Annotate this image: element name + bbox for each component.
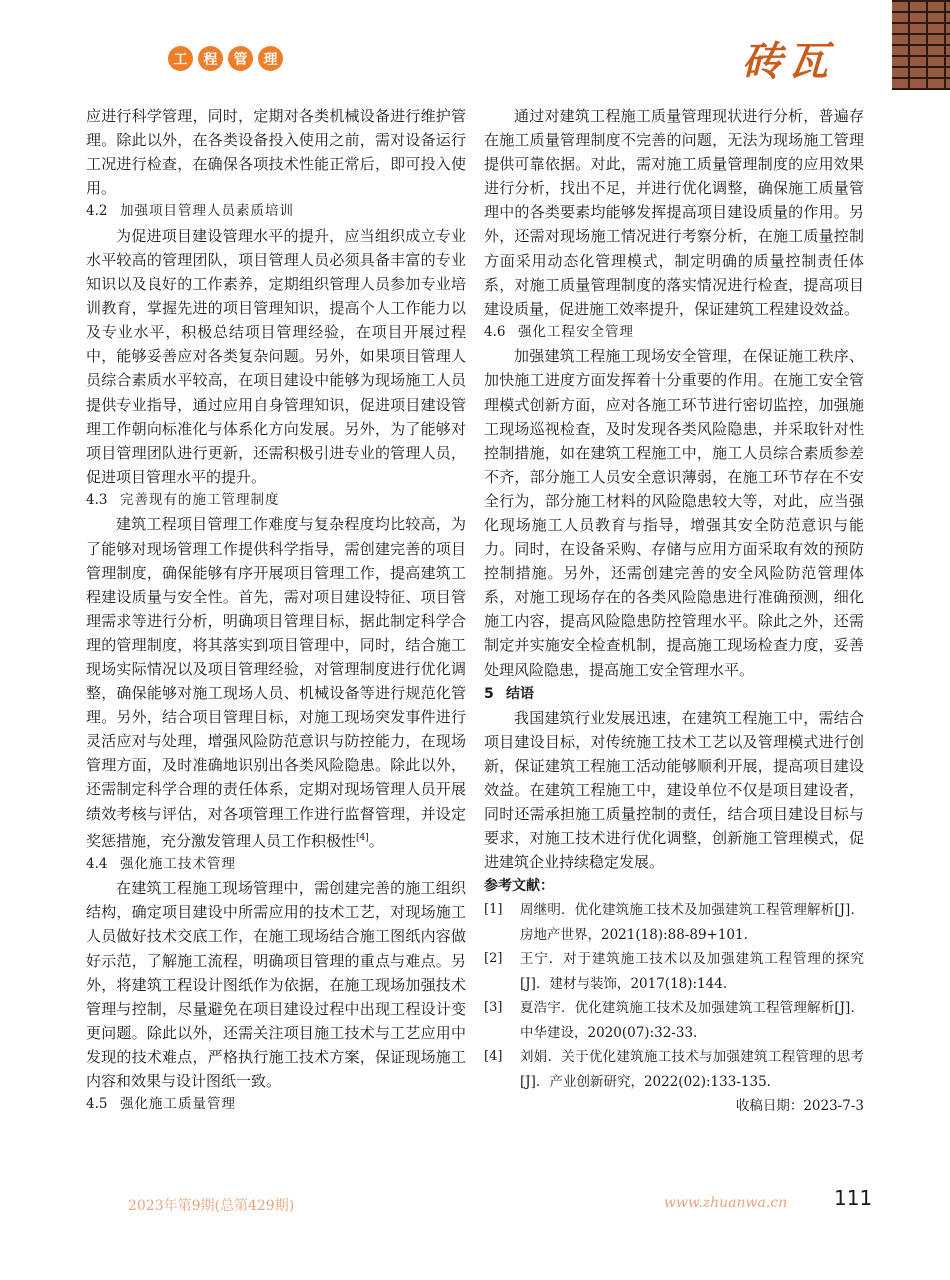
reference-number: [4] <box>484 1049 503 1065</box>
section-title: 强化施工技术管理 <box>120 855 236 872</box>
paragraph-4-3 <box>86 512 466 852</box>
right-column <box>484 104 864 1118</box>
reference-item <box>484 898 864 947</box>
reference-text: 周继明．优化建筑施工技术及加强建筑工程管理解析[J]．房地产世界，2021(18):88-89+101. <box>520 902 864 943</box>
paragraph-4-4: 在建筑工程施工现场管理中，需创建完善的施工组织结构，确定项目建设中所需应用的技术工艺，对现场施工人员做好技术交底工作，在施工现场结合施工图纸内容做好示范，了解施工流程，明确项目管理的重点与难点。另外，将建筑工程设计图纸作为依据，在施工现场加强技术管理与控制，尽量避免在项目建设过程中出现工程设计变更问题。除此以外，还需关注项目施工技术与工艺应用中发现的技术难点，严格执行施工技术方案，保证现场施工内容和效果与设计图纸一致。 <box>86 879 466 1090</box>
section-badge: 管 <box>228 46 253 71</box>
reference-text: 刘娟．关于优化建筑施工技术与加强建筑工程管理的思考[J]．产业创新研究，2022(02):133-135. <box>520 1049 864 1090</box>
brick-wall-image <box>892 0 950 90</box>
left-column <box>86 104 466 1117</box>
section-heading-5 <box>484 682 864 706</box>
reference-text: 夏浩宇．优化建筑施工技术及加强建筑工程管理解析[J]．中华建设，2020(07):32-33. <box>520 1000 864 1041</box>
journal-brand-logo: 砖瓦 <box>742 38 834 85</box>
section-number: 4.2 <box>86 203 108 220</box>
paragraph-text: 建筑工程项目管理工作难度与复杂程度均比较高，为了能够对现场管理工作提供科学指导，需创建完善的项目管理制度，确保能够有序开展项目管理工作，提高建筑工程建设质量与安全性。首先，需对项目建设特征、项目管理需求等进行分析，明确项目管理目标，据此制定科学合理的管理制度，将其落实到项目管理中，同时，结合施工现场实际情况以及项目管理经验，对管理制度进行优化调整，确保能够对施工现场人员、机械设备等进行规范化管理。另外，结合项目管理目标，对施工现场突发事件进行灵活应对与处理，增强风险防范意识与防控能力，在现场管理方面，及时准确地识别出各类风险隐患。除此以外，还需制定科学合理的责任体系，定期对现场管理人员开展绩效考核与评估，对各项管理工作进行监督管理，并设定奖惩措施，充分激发管理人员工作积极性 <box>86 515 466 850</box>
citation-marker: [4] <box>356 832 369 843</box>
section-number: 5 <box>484 685 494 702</box>
section-number: 4.4 <box>86 855 108 872</box>
section-badge: 理 <box>258 46 283 71</box>
issue-info: 2023年第9期(总第429期) <box>128 1198 295 1214</box>
received-date: 收稿日期：2023-7-3 <box>735 1098 864 1115</box>
section-heading-4-6 <box>484 321 864 345</box>
reference-text: 王宁．对于建筑施工技术以及加强建筑工程管理的探究[J]．建材与装饰，2017(18):144. <box>520 951 864 992</box>
reference-number: [1] <box>484 902 503 918</box>
reference-item <box>484 1045 864 1094</box>
paragraph-end: 。 <box>368 831 384 850</box>
paragraph-5: 我国建筑行业发展迅速，在建筑工程施工中，需结合项目建设目标，对传统施工技术工艺以及管理模式进行创新，保证建筑工程施工活动能够顺利开展，提高项目建设效益。在建筑工程施工中，建设单位不仅是项目建设者，同时还需承担施工质量控制的责任，结合项目建设目标与要求，对施工技术进行优化调整，创新施工管理模式，促进建筑企业持续稳定发展。 <box>484 708 864 872</box>
section-title: 结语 <box>506 685 534 702</box>
section-number: 4.6 <box>484 323 506 340</box>
paragraph-4-6: 加强建筑工程施工现场安全管理，在保证施工秩序、加快施工进度方面发挥着十分重要的作用。在施工安全管理模式创新方面，应对各施工环节进行密切监控，加强施工现场巡视检查，及时发现各类风险隐患，并采取针对性控制措施，如在建筑工程施工中，施工人员综合素质参差不齐，部分施工人员安全意识薄弱，在施工环节存在不安全行为，部分施工材料的风险隐患较大等，对此，应当强化现场施工人员教育与指导，增强其安全防范意识与能力。同时，在设备采购、存储与应用方面采取有效的预防控制措施。另外，还需创建完善的安全风险防范管理体系，对施工现场存在的各类风险隐患进行准确预测，细化施工内容，提高风险隐患防控管理水平。除此之外，还需制定并实施安全检查机制，提高施工现场检查力度，妥善处理风险隐患，提高施工安全管理水平。 <box>484 347 864 679</box>
section-title: 强化施工质量管理 <box>120 1096 236 1113</box>
reference-number: [3] <box>484 1000 503 1016</box>
section-title: 加强项目管理人员素质培训 <box>120 203 294 220</box>
website-url: www.zhuanwa.cn <box>664 1195 788 1211</box>
page-number: 111 <box>834 1186 873 1210</box>
reference-item <box>484 996 864 1045</box>
section-number: 4.3 <box>86 491 108 508</box>
section-title: 完善现有的施工管理制度 <box>120 491 280 508</box>
section-heading-4-2 <box>86 200 466 224</box>
references-title: 参考文献： <box>484 878 554 895</box>
section-title: 强化工程安全管理 <box>518 323 634 340</box>
section-heading-4-4 <box>86 853 466 877</box>
paragraph-intro: 应进行科学管理，同时，定期对各类机械设备进行维护管理。除此以外，在各类设备投入使用之前，需对设备运行工况进行检查，在确保各项技术性能正常后，即可投入使用。 <box>86 107 466 198</box>
section-badge: 程 <box>198 46 223 71</box>
section-badge: 工 <box>168 46 193 71</box>
reference-item <box>484 947 864 996</box>
section-heading-4-5 <box>86 1093 466 1117</box>
section-heading-4-3 <box>86 489 466 513</box>
paragraph-4-2: 为促进项目建设管理水平的提升，应当组织成立专业水平较高的管理团队，项目管理人员必须具备丰富的专业知识以及良好的工作素养，定期组织管理人员参加专业培训教育，掌握先进的项目管理知识，提高个人工作能力以及专业水平，积极总结项目管理经验，在项目开展过程中，能够妥善应对各类复杂问题。另外，如果项目管理人员综合素质水平较高，在项目建设中能够为现场施工人员提供专业指导，通过应用自身管理知识，促进项目建设管理工作朝向标准化与体系化方向发展。另外，为了能够对项目管理团队进行更新，还需积极引进专业的管理人员，促进项目管理水平的提升。 <box>86 226 466 486</box>
paragraph-4-5: 通过对建筑工程施工质量管理现状进行分析，普遍存在施工质量管理制度不完善的问题，无法为现场施工管理提供可靠依据。对此，需对施工质量管理制度的应用效果进行分析，找出不足，并进行优化调整，确保施工质量管理中的各类要素均能够发挥提高项目建设质量的作用。另外，还需对现场施工情况进行考察分析，在施工质量控制方面采用动态化管理模式，制定明确的质量控制责任体系，对施工质量管理制度的落实情况进行检查，提高项目建设质量，促进施工效率提升，保证建筑工程建设效益。 <box>484 107 864 318</box>
section-number: 4.5 <box>86 1096 108 1113</box>
reference-number: [2] <box>484 951 503 967</box>
section-badges <box>168 46 283 71</box>
